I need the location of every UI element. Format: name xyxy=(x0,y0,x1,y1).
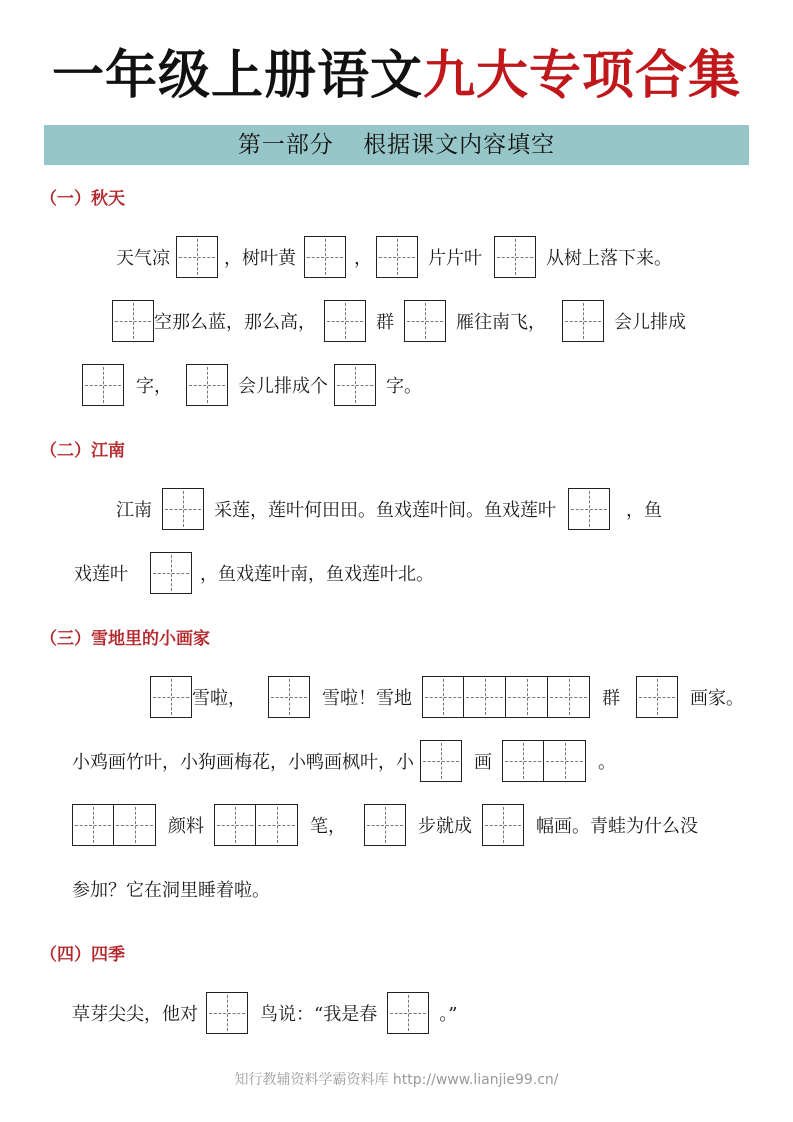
text-segment: ，树叶黄 xyxy=(224,248,296,269)
text-segment: 从树上落下来。 xyxy=(546,248,672,269)
exercise-line xyxy=(72,868,270,910)
answer-box[interactable] xyxy=(387,992,429,1034)
text-segment: 采莲，莲叶何田田。鱼戏莲叶间。鱼戏莲叶 xyxy=(214,500,556,521)
exercise-line xyxy=(150,676,744,718)
banner-topic: 根据课文内容填空 xyxy=(363,132,556,158)
text-segment: 群 xyxy=(602,688,620,709)
text-segment: ，鱼戏莲叶南，鱼戏莲叶北。 xyxy=(200,564,434,585)
answer-box[interactable] xyxy=(548,676,590,718)
exercise-line xyxy=(82,364,422,406)
answer-box-group xyxy=(214,804,298,846)
text-segment: 雪啦！雪地 xyxy=(322,688,412,709)
text-segment: 江南 xyxy=(116,500,152,521)
text-segment: 空那么蓝，那么高， xyxy=(154,312,316,333)
text-segment: 步就成 xyxy=(418,816,472,837)
answer-box[interactable] xyxy=(568,488,610,530)
text-segment: ， xyxy=(354,248,372,269)
text-segment: 。 xyxy=(598,752,616,773)
answer-box[interactable] xyxy=(544,740,586,782)
text-segment: 笔， xyxy=(310,816,346,837)
text-segment: 鸟说：“我是春 xyxy=(260,1004,378,1025)
answer-box[interactable] xyxy=(324,300,366,342)
answer-box[interactable] xyxy=(636,676,678,718)
text-segment: 雁往南飞， xyxy=(456,312,546,333)
text-segment: 小鸡画竹叶，小狗画梅花，小鸭画枫叶，小 xyxy=(72,752,414,773)
answer-box[interactable] xyxy=(422,676,464,718)
answer-box[interactable] xyxy=(206,992,248,1034)
text-segment: 画家。 xyxy=(690,688,744,709)
title-main: 一年级上册语文 xyxy=(51,46,423,106)
section-heading-snow-painter: （三）雪地里的小画家 xyxy=(40,629,210,649)
answer-box-group xyxy=(422,676,590,718)
text-segment: 字， xyxy=(136,376,172,397)
answer-box[interactable] xyxy=(176,236,218,278)
text-segment: 会儿排成 xyxy=(614,312,686,333)
footer-watermark: 知行教辅资料学霸资料库 http://www.lianjie99.cn/ xyxy=(234,1072,559,1088)
answer-box[interactable] xyxy=(112,300,154,342)
text-segment: 会儿排成个 xyxy=(238,376,328,397)
answer-box[interactable] xyxy=(334,364,376,406)
answer-box[interactable] xyxy=(420,740,462,782)
section-heading-jiangnan: （二）江南 xyxy=(40,441,125,461)
answer-box[interactable] xyxy=(404,300,446,342)
text-segment: 颜料 xyxy=(168,816,204,837)
title-highlight: 九大专项合集 xyxy=(423,46,742,106)
answer-box[interactable] xyxy=(376,236,418,278)
answer-box[interactable] xyxy=(562,300,604,342)
exercise-line xyxy=(112,300,686,342)
answer-box[interactable] xyxy=(482,804,524,846)
page-title xyxy=(0,46,793,106)
text-segment: 参加？它在洞里睡着啦。 xyxy=(72,880,270,901)
answer-box-group xyxy=(502,740,586,782)
answer-box[interactable] xyxy=(82,364,124,406)
exercise-line xyxy=(72,804,698,846)
part-banner xyxy=(44,125,749,165)
answer-box[interactable] xyxy=(114,804,156,846)
exercise-line xyxy=(72,740,616,782)
text-segment: 幅画。青蛙为什么没 xyxy=(536,816,698,837)
answer-box[interactable] xyxy=(186,364,228,406)
answer-box-group xyxy=(72,804,156,846)
banner-part: 第一部分 xyxy=(237,132,334,158)
text-segment: 字。 xyxy=(386,376,422,397)
answer-box[interactable] xyxy=(464,676,506,718)
answer-box[interactable] xyxy=(150,552,192,594)
answer-box[interactable] xyxy=(72,804,114,846)
text-segment: 群 xyxy=(376,312,394,333)
text-segment: 天气凉 xyxy=(116,248,170,269)
section-heading-autumn: （一）秋天 xyxy=(40,189,125,209)
text-segment: 画 xyxy=(474,752,492,773)
answer-box[interactable] xyxy=(502,740,544,782)
exercise-line xyxy=(72,992,457,1034)
exercise-line xyxy=(116,236,672,278)
answer-box[interactable] xyxy=(162,488,204,530)
text-segment: 草芽尖尖，他对 xyxy=(72,1004,198,1025)
text-segment: 戏莲叶 xyxy=(74,564,128,585)
section-heading-seasons: （四）四季 xyxy=(40,945,125,965)
text-segment: ，鱼 xyxy=(626,500,662,521)
answer-box[interactable] xyxy=(364,804,406,846)
exercise-line xyxy=(116,488,662,530)
answer-box[interactable] xyxy=(256,804,298,846)
answer-box[interactable] xyxy=(150,676,192,718)
text-segment: 片片叶 xyxy=(428,248,482,269)
text-segment: 。” xyxy=(439,1004,458,1025)
answer-box[interactable] xyxy=(494,236,536,278)
answer-box[interactable] xyxy=(214,804,256,846)
text-segment: 雪啦， xyxy=(192,688,246,709)
exercise-line xyxy=(74,552,434,594)
answer-box[interactable] xyxy=(506,676,548,718)
answer-box[interactable] xyxy=(268,676,310,718)
answer-box[interactable] xyxy=(304,236,346,278)
